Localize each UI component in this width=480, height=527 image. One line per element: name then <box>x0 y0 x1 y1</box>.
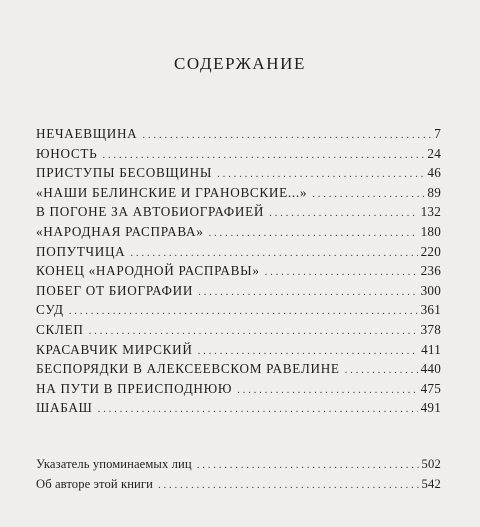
table-of-contents-appendix <box>36 455 441 494</box>
toc-entry-page: 7 <box>434 126 441 141</box>
toc-entry-title: БЕСПОРЯДКИ В АЛЕКСЕЕВСКОМ РАВЕЛИНЕ <box>36 361 340 377</box>
toc-entry-title: ПРИСТУПЫ БЕСОВЩИНЫ <box>36 165 213 181</box>
toc-entry-title: ЮНОСТЬ <box>36 145 98 161</box>
toc-entry-page: 491 <box>420 400 441 416</box>
toc-entry-page: 542 <box>421 476 441 491</box>
dot-leader <box>209 224 418 244</box>
toc-entry <box>36 281 441 301</box>
dot-leader <box>98 400 418 420</box>
toc-entry-title: В ПОГОНЕ ЗА АВТОБИОГРАФИЕЙ <box>36 204 265 220</box>
table-of-contents <box>36 124 441 418</box>
toc-entry-title: ПОПУТЧИЦА <box>36 243 126 259</box>
dot-leader <box>312 185 424 205</box>
toc-entry-title: Указатель упоминаемых лиц <box>36 457 192 471</box>
dot-leader <box>198 283 417 303</box>
toc-entry <box>36 242 441 262</box>
toc-entry <box>36 124 441 144</box>
toc-entry-page: 475 <box>420 380 441 396</box>
toc-entry <box>36 379 441 399</box>
dot-leader <box>237 381 417 401</box>
toc-entry-title: ПОБЕГ ОТ БИОГРАФИИ <box>36 282 194 298</box>
toc-entry <box>36 222 441 242</box>
toc-entry <box>36 144 441 164</box>
dot-leader <box>269 204 417 224</box>
toc-entry <box>36 202 441 222</box>
toc-entry-title: КРАСАВЧИК МИРСКИЙ <box>36 341 193 357</box>
toc-entry-page: 220 <box>420 243 441 259</box>
toc-entry-title: СУД <box>36 302 64 318</box>
toc-entry-title: НЕЧАЕВЩИНА <box>36 126 138 141</box>
toc-entry-page: 361 <box>420 302 441 318</box>
toc-entry <box>36 475 441 495</box>
dot-leader <box>142 126 431 146</box>
toc-entry <box>36 320 441 340</box>
page-title: СОДЕРЖАНИЕ <box>173 54 307 73</box>
dot-leader <box>158 476 419 496</box>
toc-entry-title: «НАШИ БЕЛИНСКИЕ И ГРАНОВСКИЕ...» <box>36 184 308 200</box>
toc-entry-page: 236 <box>420 263 441 279</box>
toc-entry <box>36 340 441 360</box>
dot-leader <box>69 302 418 322</box>
toc-entry-title: КОНЕЦ «НАРОДНОЙ РАСПРАВЫ» <box>36 263 260 279</box>
toc-entry <box>36 398 441 418</box>
toc-entry <box>36 455 441 475</box>
toc-entry <box>36 163 441 183</box>
toc-entry-title: ШАБАШ <box>36 400 93 416</box>
toc-entry-page: 180 <box>420 223 441 239</box>
toc-entry-title: НА ПУТИ В ПРЕИСПОДНЮЮ <box>36 380 233 396</box>
toc-entry <box>36 359 441 379</box>
dot-leader <box>345 361 418 381</box>
toc-entry-title: СКЛЕП <box>36 321 84 337</box>
toc-entry <box>36 261 441 281</box>
toc-entry-page: 378 <box>420 321 441 337</box>
toc-entry <box>36 183 441 203</box>
dot-leader <box>197 456 419 476</box>
toc-entry-page: 132 <box>420 204 441 220</box>
toc-entry-page: 440 <box>420 361 441 377</box>
toc-entry-page: 502 <box>421 457 441 471</box>
toc-entry-title: Об авторе этой книги <box>36 476 153 491</box>
toc-entry-page: 411 <box>421 341 441 357</box>
toc-entry-page: 24 <box>427 145 441 161</box>
dot-leader <box>265 263 418 283</box>
toc-entry-page: 300 <box>420 282 441 298</box>
toc-entry-page: 89 <box>427 184 441 200</box>
toc-entry-title: «НАРОДНАЯ РАСПРАВА» <box>36 223 204 239</box>
toc-entry-page: 46 <box>427 165 441 181</box>
toc-entry <box>36 300 441 320</box>
